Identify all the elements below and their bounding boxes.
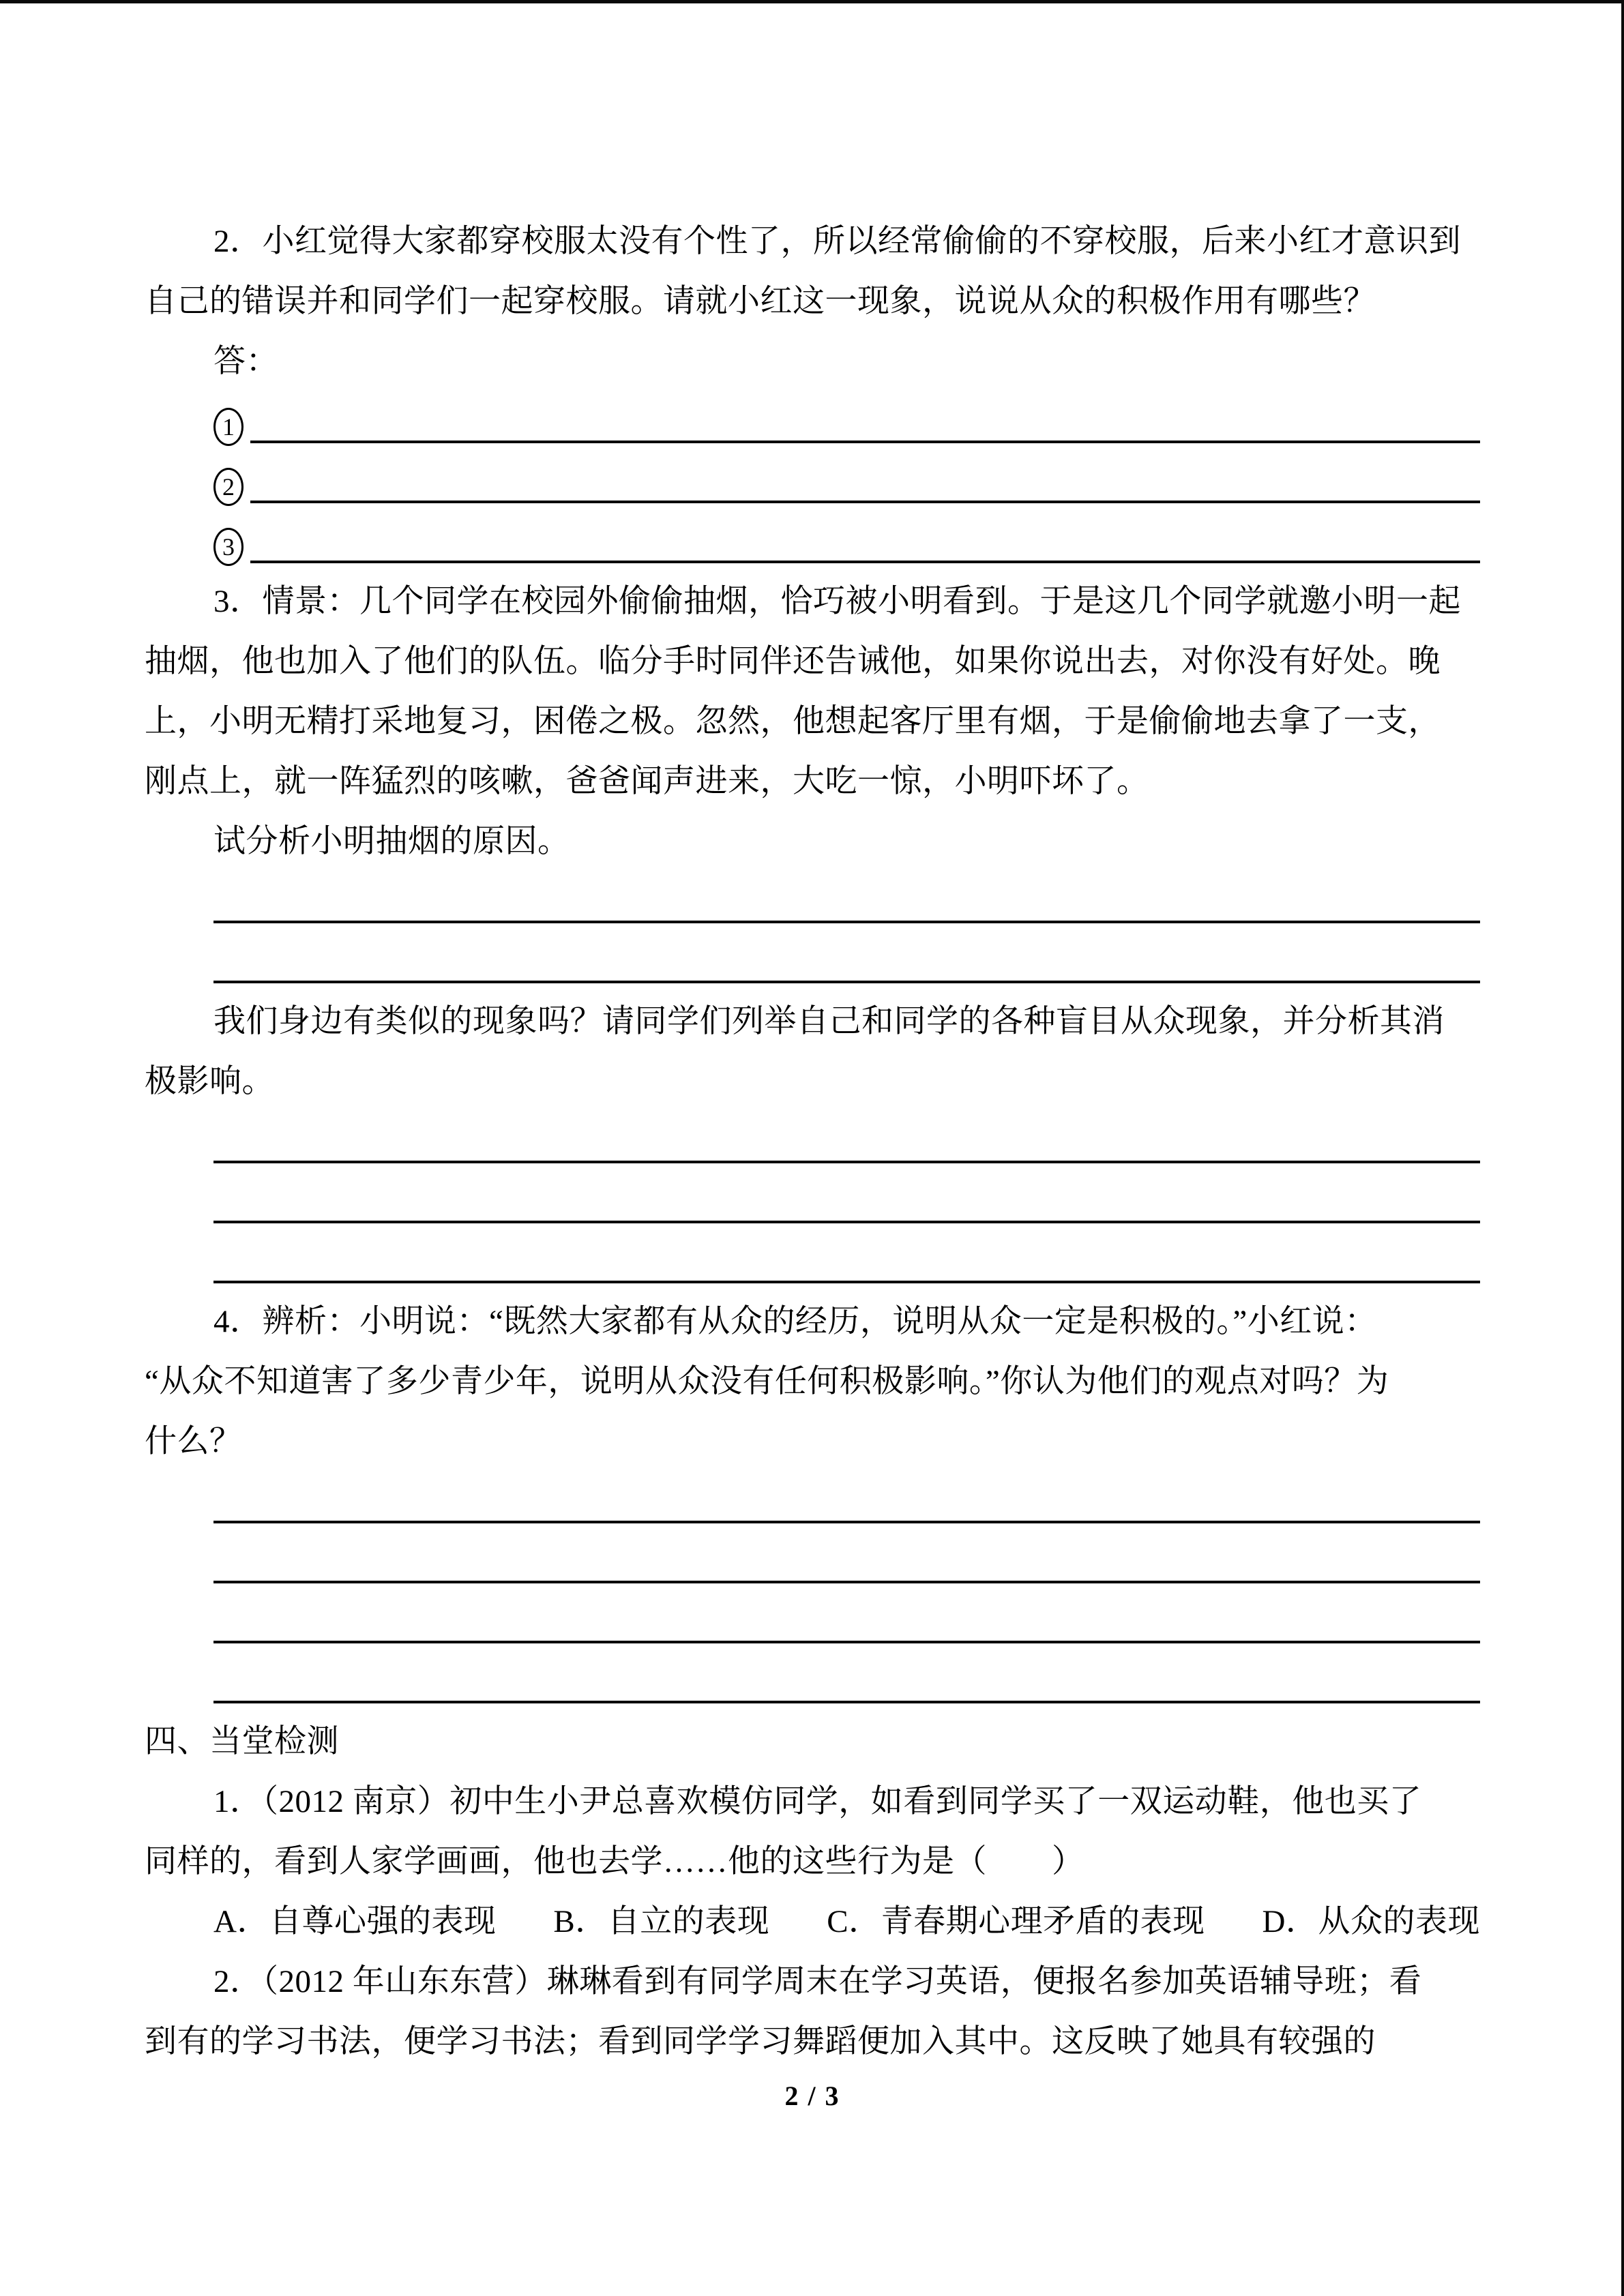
- question-3-task-1: 试分析小明抽烟的原因。: [213, 824, 570, 859]
- page-number: 2 / 3: [784, 2081, 840, 2111]
- answer-blank-row: [145, 871, 1480, 931]
- question-4-line-2: “从众不知道害了多少青少年，说明从众没有任何积极影响。”你认为他们的观点对吗？为: [145, 1364, 1389, 1399]
- answer-blank-row-3: [145, 511, 1480, 571]
- answer-blank-row: [145, 1172, 1480, 1232]
- test-question-2-line-1: 2．（2012 年山东东营）琳琳看到有同学周末在学习英语，便报名参加英语辅导班；看: [213, 1964, 1422, 1999]
- answer-blank-line: [213, 1281, 1480, 1283]
- option-d: D．从众的表现: [1262, 1904, 1480, 1939]
- answer-blank-row: [145, 1232, 1480, 1292]
- question-4-line-1: 4．辨析：小明说：“既然大家都有从众的经历，说明从众一定是积极的。”小红说：: [213, 1304, 1377, 1339]
- answer-blank-row: [145, 1652, 1480, 1712]
- answer-blank-line: [250, 441, 1480, 443]
- question-3-task-2-line-1: 我们身边有类似的现象吗？请同学们列举自己和同学的各种盲目从众现象，并分析其消: [213, 1004, 1445, 1039]
- question-3-task-2-line-2: 极影响。: [145, 1064, 274, 1099]
- test-question-1-line-1: 1．（2012 南京）初中生小尹总喜欢模仿同学，如看到同学买了一双运动鞋，他也买了: [213, 1784, 1422, 1819]
- answer-blank-line: [213, 1161, 1480, 1163]
- answer-blank-line: [213, 921, 1480, 923]
- answer-label: 答：: [213, 344, 278, 379]
- answer-blank-row-1: [145, 391, 1480, 451]
- question-3-line-4: 刚点上，就一阵猛烈的咳嗽，爸爸闻声进来，大吃一惊，小明吓坏了。: [145, 764, 1149, 799]
- answer-blank-line: [250, 561, 1480, 563]
- question-3-line-1: 3．情景：几个同学在校园外偷偷抽烟，恰巧被小明看到。于是这几个同学就邀小明一起: [213, 584, 1461, 619]
- test-question-1-line-2: 同样的，看到人家学画画，他也去学……他的这些行为是（ ）: [145, 1844, 1084, 1879]
- question-4-line-3: 什么？: [145, 1424, 242, 1459]
- option-a: A．自尊心强的表现: [213, 1904, 497, 1939]
- section-heading: 四、当堂检测: [145, 1724, 339, 1759]
- option-c: C．青春期心理矛盾的表现: [827, 1904, 1205, 1939]
- question-3-line-3: 上，小明无精打采地复习，困倦之极。忽然，他想起客厅里有烟，于是偷偷地去拿了一支，: [145, 704, 1441, 739]
- answer-blank-row: [145, 1592, 1480, 1652]
- circled-number-3: 3: [213, 528, 243, 566]
- answer-blank-row-2: [145, 451, 1480, 511]
- question-2-line-1: 2．小红觉得大家都穿校服太没有个性了，所以经常偷偷的不穿校服，后来小红才意识到: [213, 224, 1461, 259]
- test-question-2-line-2: 到有的学习书法，便学习书法；看到同学学习舞蹈便加入其中。这反映了她具有较强的: [145, 2024, 1376, 2059]
- test-question-1-options: [145, 1892, 1480, 1952]
- answer-blank-line: [213, 981, 1480, 983]
- answer-blank-row: [145, 931, 1480, 992]
- answer-blank-line: [213, 1701, 1480, 1703]
- question-2-line-2: 自己的错误并和同学们一起穿校服。请就小红这一现象，说说从众的积极作用有哪些？: [145, 284, 1376, 319]
- answer-blank-line: [213, 1641, 1480, 1643]
- answer-blank-row: [145, 1112, 1480, 1172]
- answer-blank-line: [250, 501, 1480, 503]
- answer-blank-row: [145, 1472, 1480, 1532]
- answer-blank-line: [213, 1521, 1480, 1523]
- page-content: [145, 211, 1480, 2112]
- circled-number-1: 1: [213, 408, 243, 446]
- answer-blank-row: [145, 1532, 1480, 1592]
- question-3-line-2: 抽烟，他也加入了他们的队伍。临分手时同伴还告诫他，如果你说出去，对你没有好处。晚: [145, 644, 1441, 679]
- answer-blank-line: [213, 1221, 1480, 1223]
- answer-blank-line: [213, 1581, 1480, 1583]
- circled-number-2: 2: [213, 468, 243, 506]
- option-b: B．自立的表现: [553, 1904, 770, 1939]
